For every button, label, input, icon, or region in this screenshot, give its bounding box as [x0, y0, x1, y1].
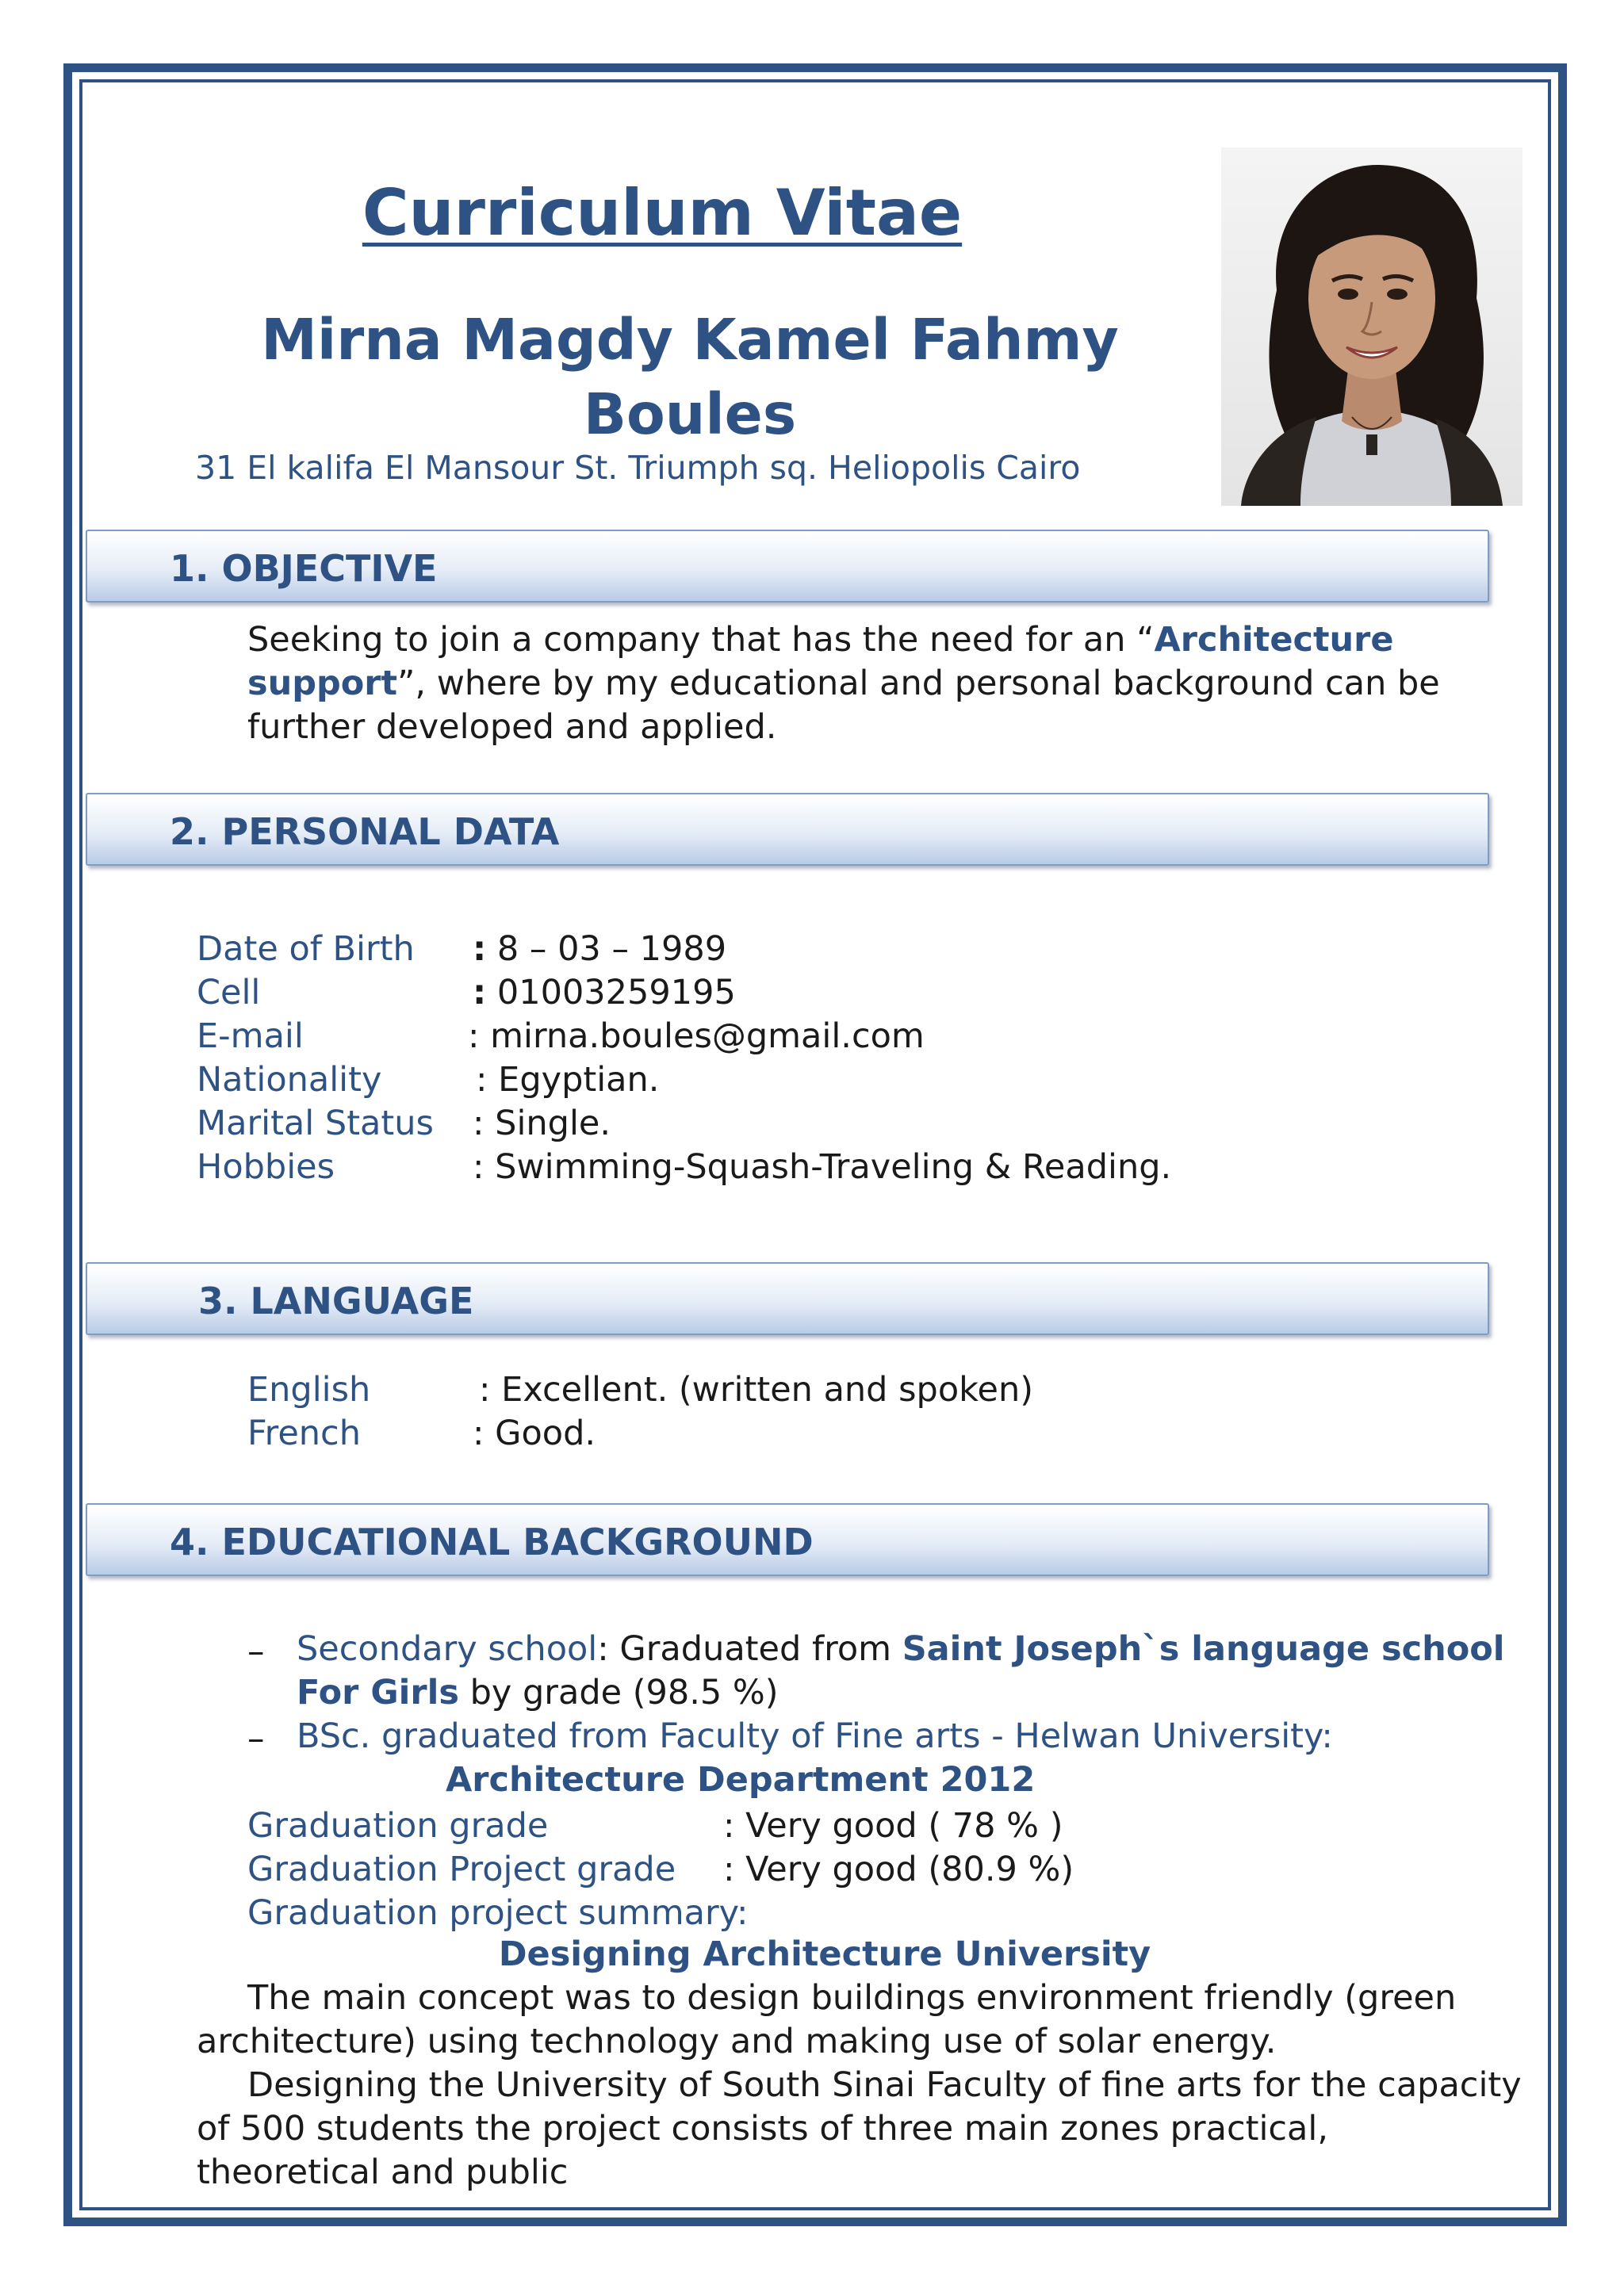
project-description-1	[197, 1976, 1529, 2064]
personal-label: Nationality	[197, 1060, 382, 1100]
section-bar-language	[86, 1262, 1489, 1335]
dob-value: 8 – 03 – 1989	[486, 929, 727, 969]
profile-photo	[1221, 147, 1522, 506]
language-label: English	[247, 1370, 371, 1410]
section-bar-education	[86, 1503, 1489, 1576]
section-heading-education: 4. EDUCATIONAL BACKGROUND	[170, 1521, 814, 1563]
project-description-2	[197, 2064, 1529, 2195]
project-title: Designing Architecture University	[498, 1934, 1151, 1974]
personal-value	[476, 1060, 659, 1100]
education-secondary	[297, 1628, 1534, 1715]
project-desc-1-line2: architecture) using technology and making use of solar energy.	[197, 2022, 1277, 2061]
grade-value: : Very good (80.9 %)	[723, 1850, 1074, 1889]
section-heading-objective: 1. OBJECTIVE	[170, 547, 438, 590]
secondary-grade: by grade (98.5 %)	[458, 1673, 779, 1712]
objective-line2	[247, 662, 1508, 706]
secondary-label: Secondary school	[297, 1629, 598, 1669]
nationality-value: Egyptian.	[487, 1060, 660, 1100]
email-value: mirna.boules@gmail.com	[479, 1016, 925, 1056]
objective-text-before: Seeking to join a company that has the need for an “	[247, 620, 1155, 660]
secondary-line2	[297, 1671, 1534, 1715]
bullet-dash: –	[247, 1632, 265, 1671]
objective-line1	[247, 618, 1508, 662]
project-desc-2-line3: theoretical and public	[197, 2152, 569, 2192]
document-title-text: Curriculum Vitae	[362, 176, 963, 250]
marital-value: Single.	[484, 1104, 611, 1143]
personal-value	[468, 1016, 925, 1056]
language-level: : Good.	[473, 1414, 596, 1453]
personal-value	[473, 929, 726, 969]
project-desc-1-line1: The main concept was to design buildings environment friendly (green	[247, 1978, 1457, 2018]
colon: :	[473, 929, 487, 969]
secondary-text: : Graduated from	[597, 1629, 902, 1669]
section-heading-language: 3. LANGUAGE	[198, 1280, 474, 1322]
project-desc-2-line2: of 500 students the project consists of three main zones practical,	[197, 2109, 1329, 2149]
portrait-illustration	[1221, 147, 1522, 506]
grade-label: Graduation grade	[247, 1806, 549, 1846]
personal-label: E-mail	[197, 1016, 304, 1056]
candidate-name-line2: Boules	[583, 381, 797, 447]
colon: :	[473, 973, 487, 1012]
objective-highlight-support: support	[247, 664, 398, 703]
colon: :	[473, 1147, 485, 1187]
project-desc-2-line1: Designing the University of South Sinai Faculty of fine arts for the capacity	[247, 2065, 1522, 2105]
personal-label: Hobbies	[197, 1147, 335, 1187]
colon: :	[473, 1104, 485, 1143]
language-level: : Excellent. (written and spoken)	[479, 1370, 1034, 1410]
objective-line3: further developed and applied.	[247, 707, 777, 747]
secondary-school-name: Saint Joseph`s language school	[902, 1629, 1505, 1669]
project-summary-label: Graduation project summary:	[247, 1893, 749, 1933]
personal-label: Cell	[197, 973, 261, 1012]
personal-value	[473, 973, 736, 1012]
section-heading-personal-data: 2. PERSONAL DATA	[170, 810, 560, 853]
candidate-address: 31 El kalifa El Mansour St. Triumph sq. Heliopolis Cairo	[195, 449, 1081, 487]
objective-text	[247, 618, 1508, 749]
secondary-school-name-cont: For Girls	[297, 1673, 459, 1712]
personal-value	[473, 1104, 611, 1143]
section-bar-personal-data	[86, 793, 1489, 866]
colon: :	[476, 1060, 488, 1100]
secondary-line1	[297, 1628, 1534, 1671]
grade-value: : Very good ( 78 % )	[723, 1806, 1063, 1846]
grade-label: Graduation Project grade	[247, 1850, 676, 1889]
personal-label: Date of Birth	[197, 929, 415, 969]
colon: :	[468, 1016, 480, 1056]
section-bar-objective	[86, 530, 1489, 603]
candidate-name	[238, 303, 1142, 452]
language-label: French	[247, 1414, 361, 1453]
objective-text-after: ”, where by my educational and personal background can be	[397, 664, 1440, 703]
education-department: Architecture Department 2012	[446, 1760, 1036, 1800]
cell-value: 01003259195	[486, 973, 736, 1012]
hobbies-value: Swimming-Squash-Traveling & Reading.	[484, 1147, 1172, 1187]
candidate-name-line1: Mirna Magdy Kamel Fahmy	[261, 307, 1119, 373]
objective-highlight-architecture: Architecture	[1154, 620, 1394, 660]
document-title	[0, 176, 1324, 250]
bullet-dash: –	[247, 1719, 265, 1758]
personal-label: Marital Status	[197, 1104, 434, 1143]
personal-value	[473, 1147, 1171, 1187]
education-bsc: BSc. graduated from Faculty of Fine arts - Helwan University:	[297, 1716, 1333, 1756]
